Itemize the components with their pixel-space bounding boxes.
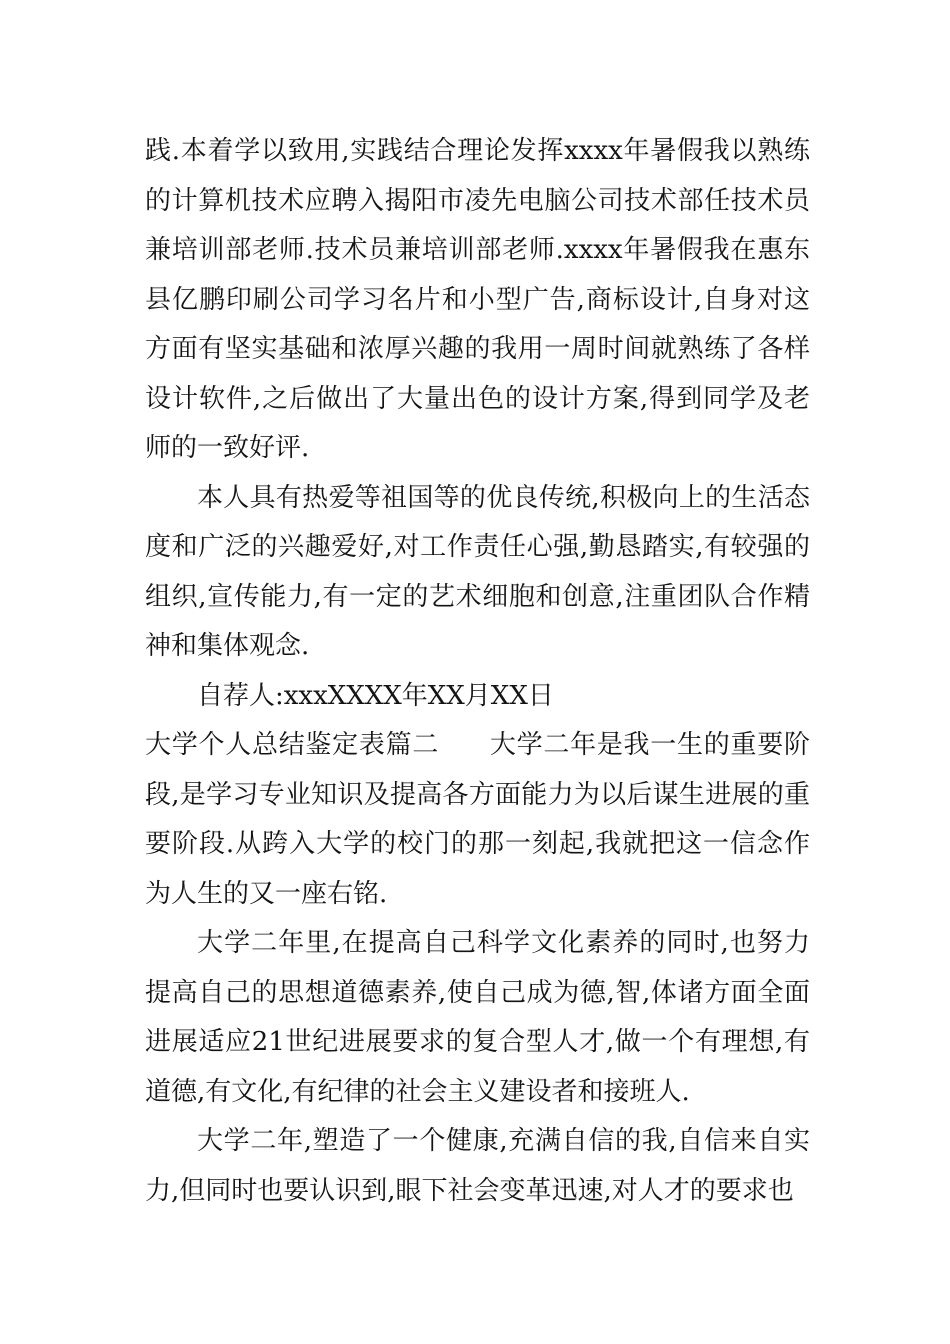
paragraph-moral-development: 大学二年里,在提高自己科学文化素养的同时,也努力提高自己的思想道德素养,使自己成为德,智,体诸方面全面进展适应21世纪进展要求的复合型人才,做一个有理想,有道德,有文化,有纪律的社会主义建设者和接班人. bbox=[145, 928, 810, 1107]
section-intro-text: 大学二年是我一生的重要阶段,是学习专业知识及提高各方面能力为以后谋生进展的重要阶段.从跨入大学的校门的那一刻起,我就把这一信念作为人生的又一座右铭. bbox=[145, 730, 810, 909]
paragraph-practice-experience: 践.本着学以致用,实践结合理论发挥xxxx年暑假我以熟练的计算机技术应聘入揭阳市凌先电脑公司技术部任技术员兼培训部老师.技术员兼培训部老师.xxxx年暑假我在惠东县亿鹏印刷公司学习名片和小型广告,商标设计,自身对这方面有坚实基础和浓厚兴趣的我用一周时间就熟练了各样设计软件,之后做出了大量出色的设计方案,得到同学及老师的一致好评. bbox=[145, 136, 810, 463]
section-heading: 大学个人总结鉴定表篇二 bbox=[145, 730, 440, 760]
paragraph-personal-qualities: 本人具有热爱等祖国等的优良传统,积极向上的生活态度和广泛的兴趣爱好,对工作责任心强,勤恳踏实,有较强的组织,宣传能力,有一定的艺术细胞和创意,注重团队合作精神和集体观念. bbox=[145, 482, 810, 661]
document-body bbox=[145, 127, 810, 1216]
paragraph-confidence: 大学二年,塑造了一个健康,充满自信的我,自信来自实力,但同时也要认识到,眼下社会变革迅速,对人才的要求也 bbox=[145, 1126, 810, 1206]
section-two-paragraph bbox=[145, 721, 810, 919]
signature-line: 自荐人:xxxXXXX年XX月XX日 bbox=[197, 680, 554, 711]
